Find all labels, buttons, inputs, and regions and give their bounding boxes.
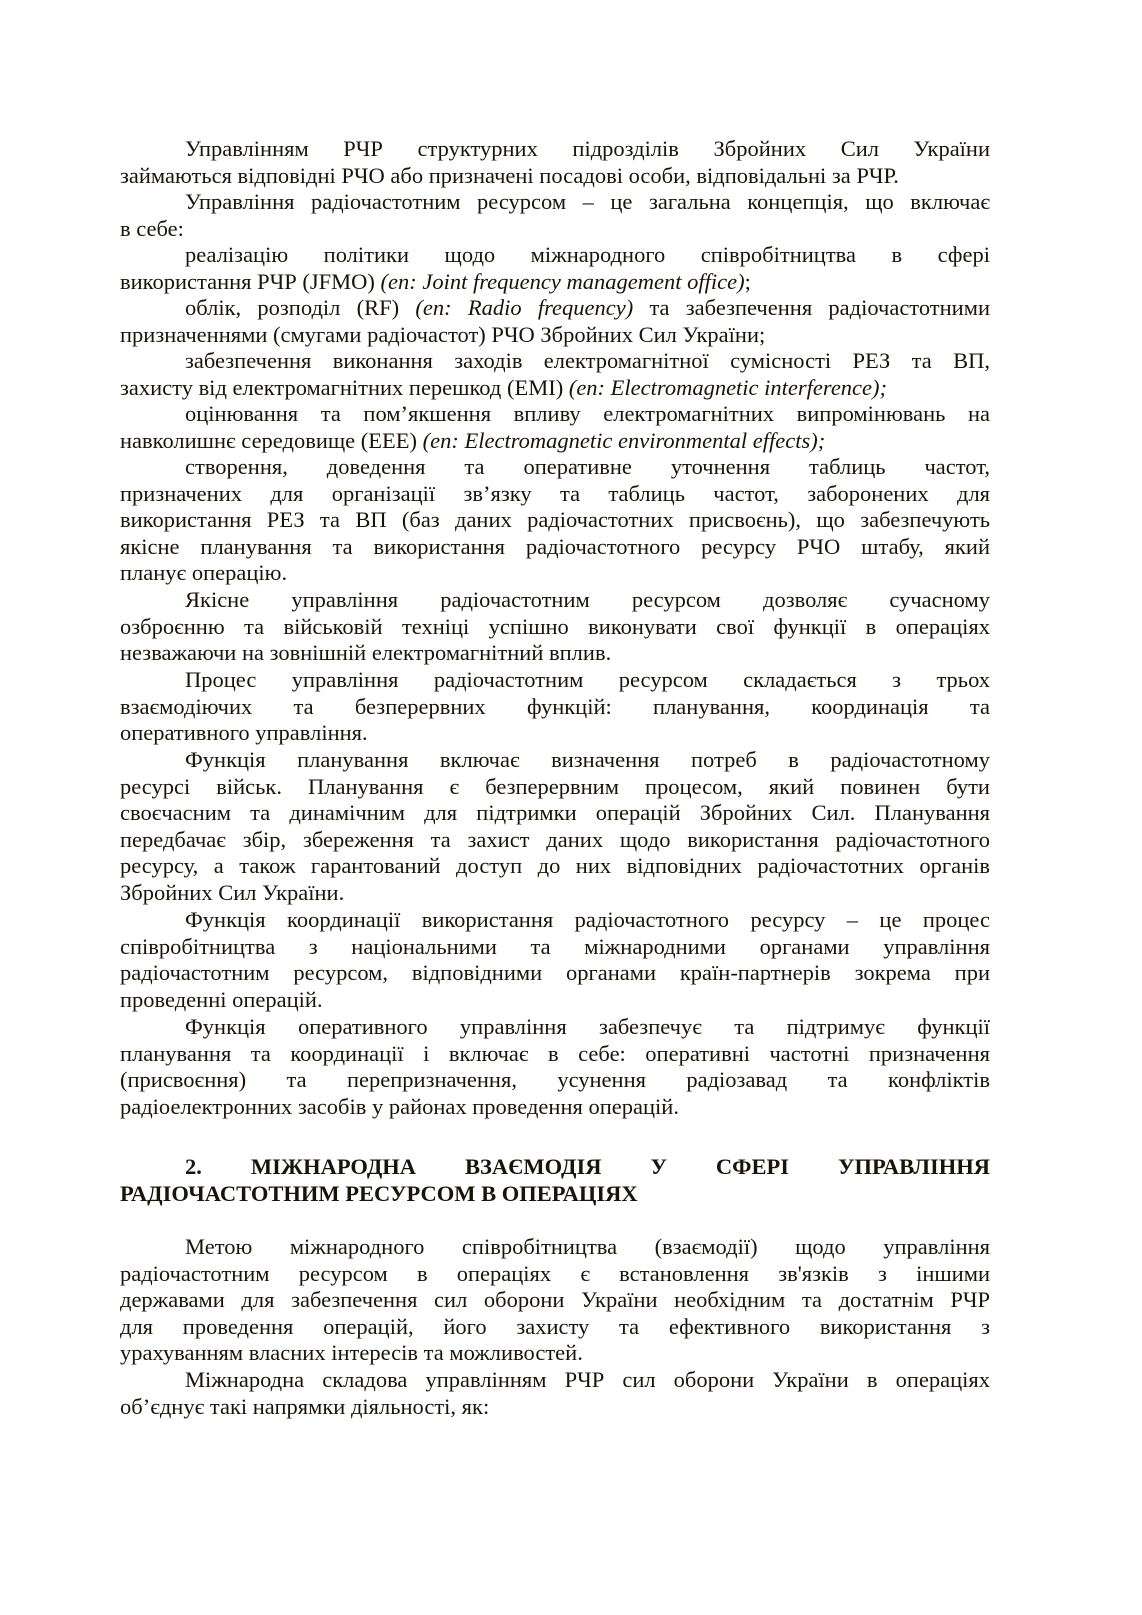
line-text: Метою міжнародного співробітництва (взаємодії) щодо управління — [185, 1234, 991, 1259]
english-term: (en: Joint frequency management office) — [380, 268, 745, 294]
paragraph-line — [120, 163, 990, 190]
english-term: (en: Radio frequency) — [415, 295, 634, 320]
line-text: Процес управління радіочастотним ресурсом складається з трьох — [185, 667, 991, 692]
line-text: Функція оперативного управління забезпечує та підтримує функції — [185, 1014, 991, 1039]
paragraph-line — [120, 587, 990, 614]
line-text: навколишнє середовище (EEE) — [120, 427, 423, 453]
paragraph-p10 — [120, 747, 990, 907]
line-text: ресурсі військ. Планування є безперервним процесом, який повинен бути — [120, 773, 990, 799]
paragraph-line — [120, 242, 990, 269]
heading-line — [120, 1154, 990, 1181]
line-text: озброєнню та військовій техніці успішно виконувати свої функції в операціях — [120, 613, 991, 639]
line-text: об’єднує такі напрямки діяльності, як: — [120, 1393, 490, 1419]
line-text: урахуванням власних інтересів та можливостей. — [120, 1340, 583, 1366]
line-text: своєчасним та динамічним для підтримки операцій Збройних Сил. Планування — [120, 800, 991, 826]
paragraph-line — [120, 322, 990, 349]
paragraph-line — [120, 1094, 990, 1121]
line-text: облік, розподіл (RF) — [185, 295, 416, 320]
paragraph-line — [120, 880, 990, 907]
paragraph-line — [120, 1340, 990, 1367]
line-text: Збройних Сил України. — [120, 879, 345, 905]
paragraph-p3 — [120, 242, 990, 295]
paragraph-p12 — [120, 1014, 990, 1120]
section-paragraph-s1 — [120, 1234, 990, 1367]
paragraph-line — [120, 269, 990, 296]
line-text: захисту від електромагнітних перешкод (EMI) — [120, 374, 569, 400]
line-text: реалізацію політики щодо міжнародного співробітництва в сфері — [185, 242, 990, 267]
paragraph-line — [120, 216, 990, 243]
paragraph-line — [120, 1234, 990, 1261]
paragraph-line — [120, 560, 990, 587]
line-text: радіоелектронних засобів у районах проведення операцій. — [120, 1093, 679, 1119]
line-text: створення, доведення та оперативне уточнення таблиць частот, — [185, 454, 991, 479]
paragraph-line — [120, 481, 990, 508]
line-text: передбачає збір, збереження та захист даних щодо використання радіочастотного — [120, 826, 990, 852]
paragraph-p8 — [120, 587, 990, 667]
paragraph-p5 — [120, 348, 990, 401]
paragraph-p4 — [120, 295, 990, 348]
line-tail: ; — [744, 268, 751, 294]
english-term: (en: Electromagnetic interference); — [568, 374, 888, 400]
line-text: РАДІОЧАСТОТНИМ РЕСУРСОМ В ОПЕРАЦІЯХ — [120, 1180, 638, 1206]
line-text: для проведення операцій, його захисту та ефективного використання з — [120, 1313, 991, 1339]
paragraph-line — [120, 1014, 990, 1041]
paragraph-line — [120, 614, 990, 641]
heading-line — [120, 1181, 990, 1208]
line-text: радіочастотним ресурсом, відповідними органами країн-партнерів зокрема при — [120, 960, 991, 986]
line-text: планує операцію. — [120, 560, 288, 586]
line-text: призначених для організації зв’язку та таблиць частот, заборонених для — [120, 480, 991, 506]
paragraph-line — [120, 827, 990, 854]
paragraph-p7 — [120, 454, 990, 587]
line-text: оцінювання та пом’якшення впливу електромагнітних випромінювань на — [185, 401, 990, 426]
paragraph-line — [120, 907, 990, 934]
paragraph-line — [120, 534, 990, 561]
section-heading — [120, 1154, 990, 1207]
paragraph-line — [120, 507, 990, 534]
paragraph-line — [120, 428, 990, 455]
line-text: ресурсу, а також гарантований доступ до них відповідних радіочастотних органів — [120, 853, 991, 879]
line-text: якісне планування та використання радіочастотного ресурсу РЧО штабу, який — [120, 533, 991, 559]
paragraph-line — [120, 295, 990, 322]
paragraph-line — [120, 774, 990, 801]
line-text: проведенні операцій. — [120, 986, 323, 1012]
line-text: співробітництва з національними та міжнародними органами управління — [120, 933, 990, 959]
line-text: використання РЧР (JFMO) — [120, 268, 381, 294]
paragraph-p9 — [120, 667, 990, 747]
line-text: Функція координації використання радіочастотного ресурсу – це процес — [185, 907, 990, 932]
line-text: забезпечення виконання заходів електромагнітної сумісності РЕЗ та ВП, — [185, 348, 991, 373]
paragraph-line — [120, 454, 990, 481]
line-text: Якісне управління радіочастотним ресурсом дозволяє сучасному — [185, 587, 990, 612]
line-text: призначеннями (смугами радіочастот) РЧО Збройних Сил України; — [120, 321, 766, 347]
paragraph-line — [120, 960, 990, 987]
line-text: Управлінням РЧР структурних підрозділів Збройних Сил України — [185, 136, 991, 161]
english-term: (en: Electromagnetic environmental effects); — [422, 427, 826, 453]
line-text: в себе: — [120, 215, 184, 241]
paragraph-line — [120, 1067, 990, 1094]
paragraph-line — [120, 987, 990, 1014]
paragraph-line — [120, 720, 990, 747]
paragraph-line — [120, 640, 990, 667]
paragraph-line — [120, 853, 990, 880]
line-text: (присвоєння) та перепризначення, усунення радіозавад та конфліктів — [120, 1067, 990, 1093]
line-text: оперативного управління. — [120, 720, 368, 746]
paragraph-line — [120, 375, 990, 402]
paragraph-p11 — [120, 907, 990, 1013]
line-text: 2. МІЖНАРОДНА ВЗАЄМОДІЯ У СФЕРІ УПРАВЛІННЯ — [185, 1154, 991, 1179]
line-text: Управління радіочастотним ресурсом – це загальна концепція, що включає — [185, 189, 991, 214]
line-text: займаються відповідні РЧО або призначені посадові особи, відповідальні за РЧР. — [120, 162, 899, 188]
paragraph-p1 — [120, 136, 990, 189]
paragraph-line — [120, 1287, 990, 1314]
paragraph-line — [120, 1394, 990, 1421]
section-paragraph-s2 — [120, 1367, 990, 1420]
line-text: планування та координації і включає в себе: оперативні частотні призначення — [120, 1040, 990, 1066]
line-text: Міжнародна складова управлінням РЧР сил оборони України в операціях — [185, 1367, 990, 1392]
paragraph-p6 — [120, 401, 990, 454]
line-text: державами для забезпечення сил оборони України необхідним та достатнім РЧР — [120, 1287, 990, 1313]
line-text: радіочастотним ресурсом в операціях є встановлення зв'язків з іншими — [120, 1260, 991, 1286]
line-text: незважаючи на зовнішній електромагнітний вплив. — [120, 640, 612, 666]
paragraph-line — [120, 934, 990, 961]
paragraph-line — [120, 747, 990, 774]
paragraph-p2 — [120, 189, 990, 242]
line-tail: та забезпечення радіочастотними — [633, 295, 990, 320]
paragraph-line — [120, 667, 990, 694]
paragraph-line — [120, 348, 990, 375]
paragraph-line — [120, 1261, 990, 1288]
line-text: Функція планування включає визначення потреб в радіочастотному — [185, 747, 990, 772]
paragraph-line — [120, 189, 990, 216]
paragraph-line — [120, 1314, 990, 1341]
paragraph-line — [120, 136, 990, 163]
paragraph-line — [120, 1367, 990, 1394]
paragraph-line — [120, 1041, 990, 1068]
paragraph-line — [120, 694, 990, 721]
paragraph-line — [120, 800, 990, 827]
line-text: взаємодіючих та безперервних функцій: планування, координація та — [120, 693, 991, 719]
line-text: використання РЕЗ та ВП (баз даних радіочастотних присвоєнь), що забезпечують — [120, 507, 991, 533]
paragraph-line — [120, 401, 990, 428]
